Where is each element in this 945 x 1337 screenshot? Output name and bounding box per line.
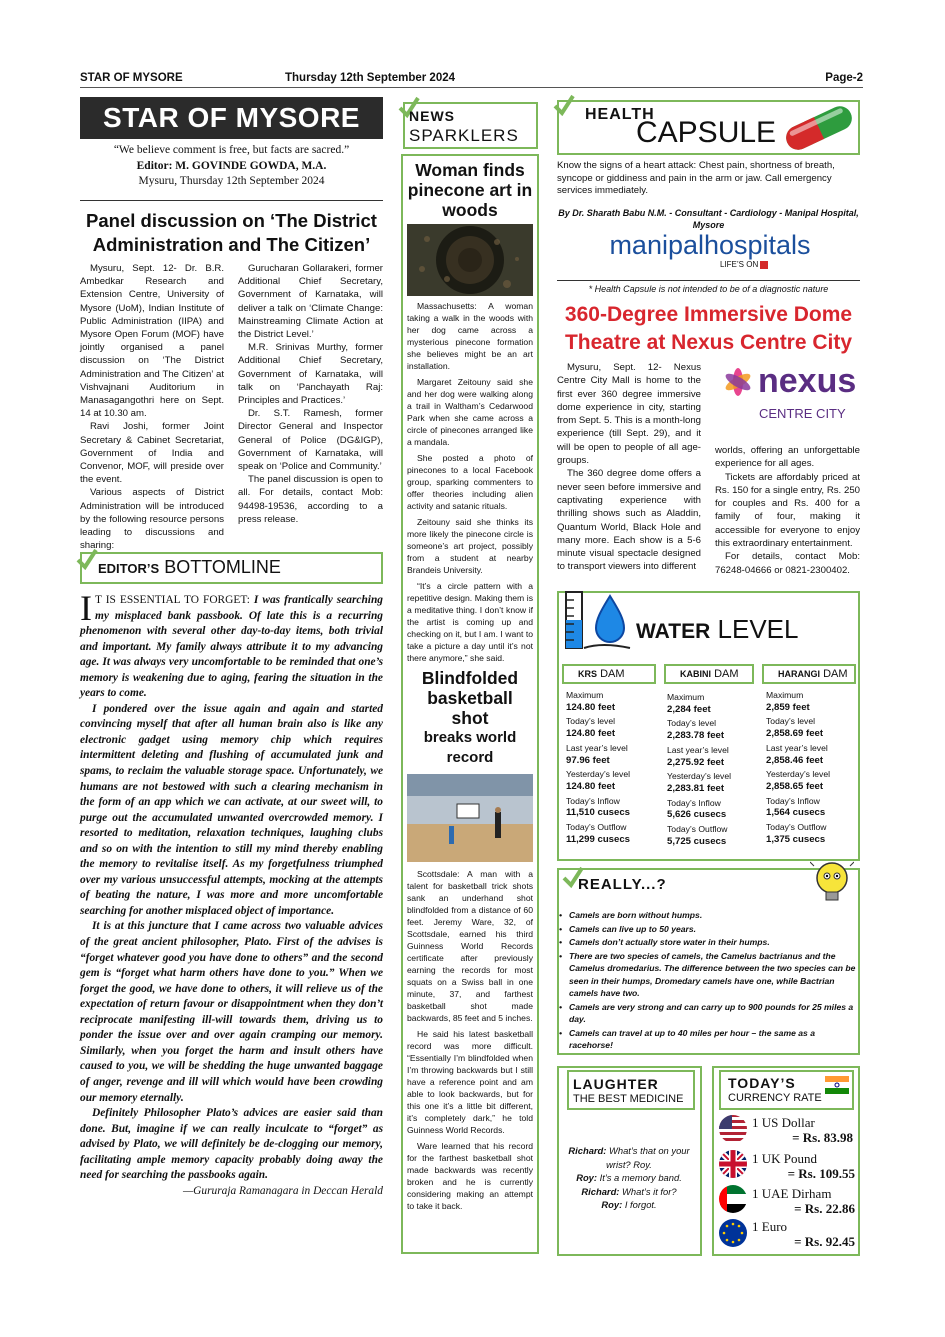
sparkler-headline-1: Woman finds pinecone art in woods bbox=[407, 160, 533, 220]
basketball-photo bbox=[407, 774, 533, 862]
page-number: Page-2 bbox=[825, 72, 863, 84]
panel-headline: Panel discussion on ‘The District Administration and The Citizen’ bbox=[86, 210, 377, 255]
paragraph: The 360 degree dome offers a never seen before immersive and captivating experience with thrilling shows such as Aladdin, Quantum World, Black Hole and many more. Each show is a 5-6 minute visual spectacle designed to transport viewers into different bbox=[557, 468, 701, 573]
issue-date: Thursday 12th September 2024 bbox=[285, 72, 456, 84]
paragraph: It is at this juncture that I came across two valuable advices of the great ancient philosopher, Plato. First of the advises is “forget whatever good you have done to others” and the second gem is “forget what harm others have done to you.” When we forget the good, we have done to others, it will relieve us of the expectation of return favour or disappointment when they don’t reciprocate manifesting ill-will towards them, driving us to ponder the issue over and over again cramping our memory. Similarly, when you forget the harm and insult others have caused to you, we will be shedding the huge unwanted baggage of anger, revenge and ill will which would have been crowding our memory eternally. bbox=[80, 920, 383, 1104]
dam-header-harangi: HARANGI DAM bbox=[762, 664, 856, 684]
editorial-text: I T IS ESSENTIAL TO FORGET: I was frantically searching my misplaced bank passbook. Of late this is a recurring phenomenon with several other day-to-day items, both trivial and important. My family always attribute it to my advancing age. It was always very uncomfortable to be reminded that one’s memory is weakening due to aging, fearing the situation in the years to come. I pondered over the issue again and again and started convincing myself that after all human brain also is like any electronic gadget using memory chip which requires intermittent deleting and flushing of accumulated junk and spams, to reclaim the valuable storage space. Unfortunately, we humans are not bestowed with such a clearing mechanism in the form of an app which we can activate, at our sweet will, to purge out the accumulated unwanted overcrowded memory. I resorted to meditation, relaxation techniques, laughing clubs and so on with the intention to still my mind thereby enabling the memory to revitalise itself. As my forgetfulness triumphed over my various unsuccessful attempts, mocking at the attempts of beating the nature, I was more and more uncomfortable searching for another misplaced object of importance. It is at this juncture that I came across two valuable advices of the great ancient philosopher, Plato. First of the advises is “forget whatever good you have done to others” and the second gem is “forget what harm others have done to you.” When we forget the good, we have done to others, it will relieve us of the expectation of return favour or disappointment when they don’t reciprocate manifesting ill-will towards them, driving us to ponder the issue over and over again cramping our memory. Similarly, when you forget the harm and insult others have caused to you, we will be shedding the huge unwanted baggage of anger, revenge and ill will which would have been crowding our memory eternally. Definitely Philosopher Plato’s advices are easier said than done. But, imagine if we can really inculcate to “forget” as advised by Plato, we will definitely be de-clogging our memory, facilitating ample memory capacity probably doing away the need for searching the passbooks again. —Gururaja Ramanagara in Deccan Herald bbox=[80, 593, 383, 1199]
paragraph: Tickets are affordably priced at Rs. 150 for a single entry, Rs. 250 for couples and Rs. 400 for a family of four, making it accessible for everyone to enjoy this extraordinary entertainment. bbox=[715, 471, 860, 550]
health-byline: By Dr. Sharath Babu N.M. - Consultant - Cardiology - Manipal Hospital, Mysore bbox=[558, 208, 859, 230]
really-list bbox=[568, 909, 857, 1053]
nexus-headline: 360-Degree Immersive Dome Theatre at Nexus Centre City bbox=[564, 303, 853, 354]
paragraph: worlds, offering an unforgettable experience for all ages. bbox=[715, 445, 860, 470]
currency-eur-name: 1 Euro bbox=[752, 1219, 788, 1234]
us-flag-icon bbox=[718, 1114, 748, 1144]
laughter-sub: THE BEST MEDICINE bbox=[573, 1093, 684, 1105]
divider bbox=[80, 200, 383, 201]
water-gauge-icon bbox=[562, 590, 632, 652]
page-header bbox=[80, 72, 863, 88]
currency-gbp-value: = Rs. 109.55 bbox=[787, 1166, 855, 1181]
paragraph: The panel discussion is open to all. For details, contact Mob: 94498-19536, according to a press release. bbox=[238, 474, 383, 525]
nexus-logo-icon bbox=[720, 364, 756, 400]
health-text: Know the signs of a heart attack: Chest pain, shortness of breath, syncope or giddiness and pain in the arm or jaw. Call emergency services immediately. bbox=[557, 160, 835, 196]
sparkler-headline-2b: breaks world record bbox=[423, 729, 517, 766]
dam-header-kabini: KABINI DAM bbox=[664, 664, 754, 684]
paragraph: Zeitouny said she thinks its more likely the pinecone circle is someone’s art project, possibly from a student at nearby Brandeis University. bbox=[407, 517, 533, 575]
list-item: • There are two species of camels, the Camelus bactrianus and the Camelus dromedarius. The difference between the two species can be seen in their humps, Dromedary camels have one, while Bactrian camels have two. bbox=[568, 950, 857, 1000]
currency-usd-name: 1 US Dollar bbox=[752, 1115, 815, 1130]
pinecone-photo bbox=[407, 224, 533, 296]
pill-capsule-icon bbox=[778, 104, 860, 152]
nexus-col1 bbox=[557, 361, 701, 574]
corner-check-icon bbox=[76, 548, 98, 570]
list-item: • Camels can travel at up to 40 miles per hour – the same as a racehorse! bbox=[568, 1027, 857, 1052]
uae-flag-icon bbox=[718, 1184, 748, 1214]
dam-header-krs: KRS DAM bbox=[562, 664, 656, 684]
masthead-dateline: Mysuru, Thursday 12th September 2024 bbox=[138, 175, 325, 187]
dam-values-harangi: Maximum 2,859 feet Today’s level 2,858.69 feet Last year’s level 2,858.46 feet Yesterday’s level 2,858.65 feet Today’s Inflow 1,564 cusecs Today’s Outflow 1,375 cusecs bbox=[766, 690, 831, 845]
eu-flag-icon bbox=[718, 1218, 748, 1248]
corner-check-icon bbox=[553, 94, 575, 116]
nexus-logo: nexus bbox=[758, 362, 857, 400]
list-item: • Camels are born without humps. bbox=[568, 909, 857, 922]
uk-flag-icon bbox=[718, 1149, 748, 1179]
paper-name: STAR OF MYSORE bbox=[80, 72, 183, 84]
list-item: • Camels are very strong and can carry up to 900 pounds for 25 miles a day. bbox=[568, 1001, 857, 1026]
manipal-logo: manipalhospitals bbox=[609, 230, 811, 260]
paragraph: Margaret Zeitouny said she and her dog were walking along a trail in Waltham’s Cedarwood Park when she came across a circle of pinecones arranged like a mandala. bbox=[407, 377, 533, 447]
manipal-tagline: LIFE’S ON bbox=[720, 260, 768, 269]
capsule-label: CAPSULE bbox=[636, 116, 777, 149]
paragraph: Scottsdale: A man with a talent for basketball trick shots sank an underhand shot blindfolded from a distance of 60 feet. Jeremy Ware, 32, of Scottsdale, earned his third Guinness World Records certificate after previously earning the records for most squats on a Swiss ball in one minute, 37, and farthest basketball shot made backwards, 85 feet and 5 inches. bbox=[407, 869, 533, 1023]
panel-col1 bbox=[80, 262, 224, 552]
masthead-editor: Editor: M. GOVINDE GOWDA, M.A. bbox=[136, 159, 327, 172]
paragraph: “It’s a circle pattern with a repetitive design. Making them is a meditative thing. I don’t know if the artist is coming up and checking on it, but I am. I want to take a picture a day until it’s not there anymore,” she said. bbox=[407, 581, 533, 663]
list-item: • Camels can live up to 50 years. bbox=[568, 923, 857, 936]
laughter-title: LAUGHTER bbox=[573, 1076, 659, 1092]
joke-text: Richard: What’s that on your wrist? Roy. Roy: It’s a memory band. Richard: What’s it for? Roy: I forgot. bbox=[568, 1145, 690, 1210]
currency-sub: CURRENCY RATE bbox=[728, 1092, 822, 1104]
paragraph: For details, contact Mob: 76248-04666 or 0821-2300402. bbox=[715, 551, 860, 576]
dam-values-krs: Maximum 124.80 feet Today’s level 124.80 feet Last year’s level 97.96 feet Yesterday’s level 124.80 feet Today’s Inflow 11,510 cusecs Today’s Outflow 11,299 cusecs bbox=[566, 690, 631, 845]
masthead-quote: “We believe comment is free, but facts are sacred.” bbox=[113, 144, 350, 156]
lightbulb-icon bbox=[810, 858, 854, 908]
health-label: HEALTH bbox=[585, 106, 655, 123]
paragraph: Gurucharan Gollarakeri, former Additional Chief Secretary, Government of Karnataka, will deliver a talk on ‘Climate Change: Mainstreaming Climate Action at the District Level.’ bbox=[238, 263, 383, 341]
paragraph: I pondered over the issue again and again and started convincing myself that after all human brain also is like any electronic gadget using memory chip which requires intermittent deleting and flushing of accumulated junk and spams, to reclaim the valuable storage space. Unfortunately, we humans are not bestowed with such a clearing mechanism in the form of an app which we can activate, at our sweet will, to purge out the accumulated unwanted overcrowded memory. I resorted to meditation, relaxation techniques, laughing clubs and so on with the intention to still my mind thereby enabling the memory to revitalise itself. As my forgetfulness triumphed over my various unsuccessful attempts, mocking at the attempts of beating the nature, I was more and more uncomfortable searching for another misplaced object of importance. bbox=[80, 702, 383, 917]
currency-aed-value: = Rs. 22.86 bbox=[794, 1201, 855, 1216]
paragraph: Massachusetts: A woman taking a walk in the woods with her dog came across a mysterious pinecone formation she believes might be an art installation. bbox=[407, 301, 533, 371]
masthead-title: STAR OF MYSORE bbox=[80, 97, 383, 139]
paragraph: He said his latest basketball record was more difficult. “Essentially I’m blindfolded when I’m throwing backwards but I still have a reference point and am able to look backwards, but for this one it’s a little bit different, it’s completely dark,” he told Guinness World Records. bbox=[407, 1029, 533, 1135]
nexus-logo-sub: CENTRE CITY bbox=[759, 406, 846, 421]
really-title: REALLY...? bbox=[578, 876, 667, 893]
paragraph: Definitely Philosopher Plato’s advices are easier said than done. But, imagine if we can really inculcate to “forget” as advised by Plato, we will definitely be de-clogging our memory, facilitating ample memory capacity probably doing away the need for searching the passbooks again. bbox=[80, 1107, 383, 1182]
masthead-sub bbox=[80, 143, 383, 190]
editorial-credit: —Gururaja Ramanagara in Deccan Herald bbox=[183, 1184, 383, 1197]
paragraph: Ware learned that his record for the farthest basketball shot made backwards was recently broken and he is currently considering making an attempt to take it back. bbox=[407, 1141, 533, 1211]
paragraph: She posted a photo of pinecones to a local Facebook group, sparking commenters to offer theories including alien activity and satanic rituals. bbox=[407, 453, 533, 511]
water-level-title: WATER LEVEL bbox=[636, 614, 799, 644]
paragraph: Various aspects of District Administration will be introduced by the following resource persons leading to discussions and sharing: bbox=[80, 487, 224, 552]
currency-aed-name: 1 UAE Dirham bbox=[752, 1186, 832, 1201]
currency-gbp-name: 1 UK Pound bbox=[752, 1151, 818, 1166]
paragraph: Mysuru, Sept. 12- Nexus Centre City Mall is home to the first ever 360 degree immersive dome experience in city, starting from Sept. 5. This is a month-long experience (till Sept. 29), and it will be open to people of all age-groups. bbox=[557, 362, 701, 467]
currency-eur-value: = Rs. 92.45 bbox=[794, 1234, 855, 1249]
paragraph: Dr. S.T. Ramesh, former Director General and Inspector General of Police (DG&IGP), Government of Karnataka, will speak on ‘Police and Community.’ bbox=[238, 408, 383, 473]
editors-bottomline-title: EDITOR’S BOTTOMLINE bbox=[98, 557, 281, 577]
india-flag-icon bbox=[825, 1076, 849, 1094]
dam-values-kabini: Maximum 2,284 feet Today’s level 2,283.78 feet Last year’s level 2,275.92 feet Yesterday’s level 2,283.81 feet Today’s Inflow 5,626 cusecs Today’s Outflow 5,725 cusecs bbox=[667, 692, 732, 847]
paragraph: M.R. Srinivas Murthy, former Additional Chief Secretary, Government of Karnataka, will talk on ‘Panchayath Raj: Principles and Practices.’ bbox=[238, 342, 383, 407]
nexus-col2 bbox=[715, 444, 860, 577]
currency-usd-value: = Rs. 83.98 bbox=[792, 1130, 853, 1145]
news-sparklers-column bbox=[401, 154, 539, 1254]
health-note: * Health Capsule is not intended to be of a diagnostic nature bbox=[557, 280, 860, 294]
currency-title: TODAY’S bbox=[728, 1075, 796, 1091]
paragraph: Mysuru, Sept. 12- Dr. B.R. Ambedkar Research and Extension Centre, University of Mysore (UoM), Indian Institute of Public Administration (IIPA) and Mysore Open Forum (MOF) have jointly organised a panel discussion on ‘The District Administration and The Citizen’ at Vishvajnani Auditorium in Manasagangothri here on Sept. 14 at 10.30 am. bbox=[80, 263, 224, 420]
list-item: • Camels don’t actually store water in their humps. bbox=[568, 936, 857, 949]
sparkler-headline-2: Blindfolded basketball shot bbox=[421, 668, 519, 728]
panel-col2 bbox=[238, 262, 383, 526]
paragraph: Ravi Joshi, former Joint Secretary & Cabinet Secretariat, Government of India and Convenor, MOF, will preside over the event. bbox=[80, 421, 224, 486]
news-sparklers-title: NEWS SPARKLERS bbox=[409, 108, 519, 145]
